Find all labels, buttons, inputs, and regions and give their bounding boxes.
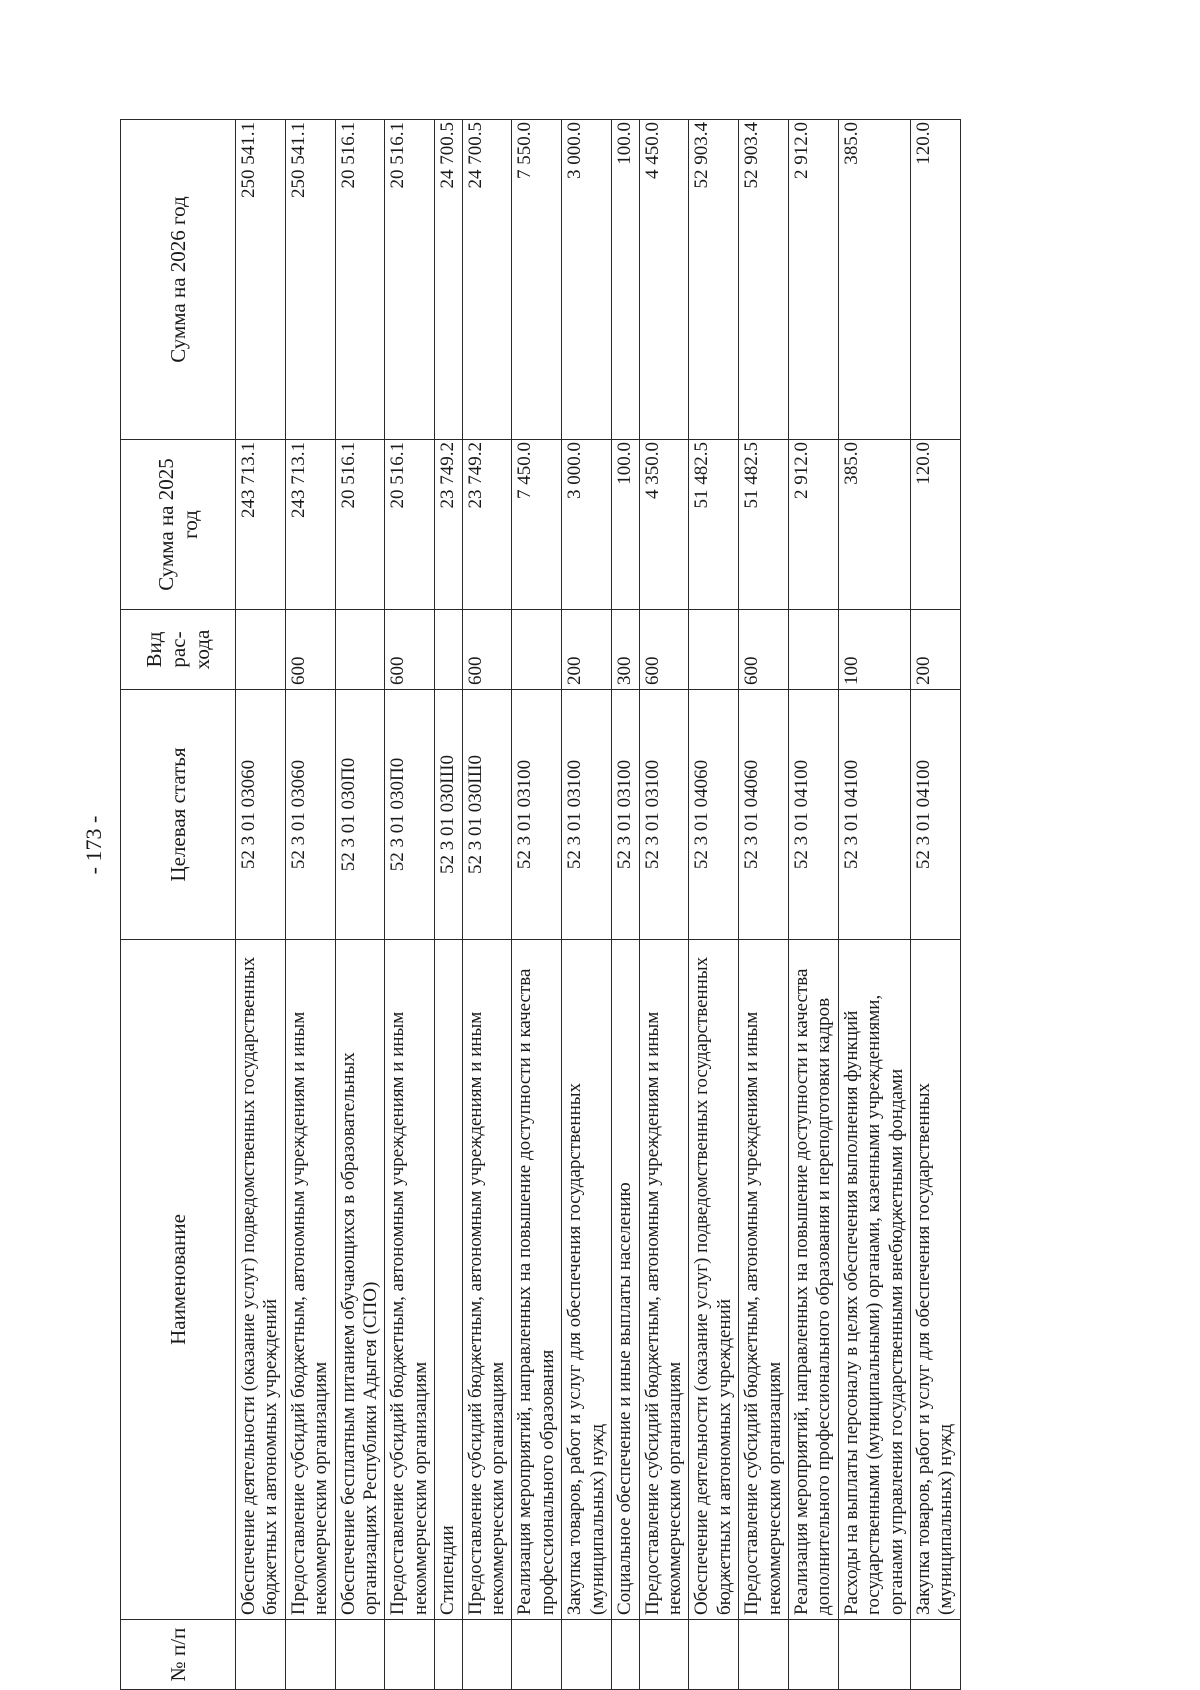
- table-row: [335, 120, 385, 1690]
- row-target-article: 52 3 01 030Ш0: [462, 690, 512, 940]
- table-row: [285, 120, 335, 1690]
- row-target-article: 52 3 01 03100: [562, 690, 612, 940]
- row-sum-2025: 243 713.1: [236, 440, 286, 610]
- header-name: Наименование: [121, 940, 236, 1620]
- row-name: Обеспечение бесплатным питанием обучающихся в образовательных организациях Республики Адыгея (СПО): [335, 940, 385, 1620]
- row-sum-2025: 100.0: [612, 440, 639, 610]
- row-target-article: 52 3 01 03100: [639, 690, 689, 940]
- table-row: [562, 120, 612, 1690]
- row-target-article: 52 3 01 030П0: [385, 690, 435, 940]
- row-sum-2026: 100.0: [612, 120, 639, 440]
- row-target-article: 52 3 01 03060: [236, 690, 286, 940]
- row-name: Предоставление субсидий бюджетным, автономным учреждениям и иным некоммерческим организациям: [462, 940, 512, 1620]
- row-sum-2026: 24 700.5: [435, 120, 462, 440]
- row-target-article: 52 3 01 03060: [285, 690, 335, 940]
- row-num: [689, 1620, 739, 1690]
- row-sum-2025: 23 749.2: [462, 440, 512, 610]
- row-sum-2026: 24 700.5: [462, 120, 512, 440]
- table-row: [739, 120, 789, 1690]
- row-target-article: 52 3 01 030П0: [335, 690, 385, 940]
- row-sum-2026: 2 912.0: [788, 120, 838, 440]
- row-sum-2026: 4 450.0: [639, 120, 689, 440]
- row-sum-2025: 120.0: [910, 440, 960, 610]
- table-row: [385, 120, 435, 1690]
- row-sum-2025: 2 912.0: [788, 440, 838, 610]
- row-num: [910, 1620, 960, 1690]
- row-sum-2026: 20 516.1: [335, 120, 385, 440]
- row-target-article: 52 3 01 03100: [612, 690, 639, 940]
- row-sum-2026: 52 903.4: [689, 120, 739, 440]
- row-expense-type: [689, 610, 739, 690]
- row-name: Реализация мероприятий, направленных на повышение доступности и качества профессионального образования: [512, 940, 562, 1620]
- row-sum-2025: 20 516.1: [385, 440, 435, 610]
- row-sum-2025: 4 350.0: [639, 440, 689, 610]
- row-name: Предоставление субсидий бюджетным, автономным учреждениям и иным некоммерческим организациям: [285, 940, 335, 1620]
- header-sum-2026: Сумма на 2026 год: [121, 120, 236, 440]
- row-name: Социальное обеспечение и иные выплаты населению: [612, 940, 639, 1620]
- row-num: [236, 1620, 286, 1690]
- row-sum-2026: 250 541.1: [236, 120, 286, 440]
- row-sum-2025: 243 713.1: [285, 440, 335, 610]
- row-num: [385, 1620, 435, 1690]
- row-sum-2026: 3 000.0: [562, 120, 612, 440]
- row-num: [562, 1620, 612, 1690]
- row-num: [335, 1620, 385, 1690]
- row-num: [788, 1620, 838, 1690]
- row-num: [462, 1620, 512, 1690]
- row-num: [838, 1620, 910, 1690]
- table-row: [462, 120, 512, 1690]
- header-sum-2025: Сумма на 2025 год: [121, 440, 236, 610]
- row-sum-2026: 120.0: [910, 120, 960, 440]
- row-expense-type: 600: [385, 610, 435, 690]
- header-vid: Вид рас-хода: [121, 610, 236, 690]
- header-code: Целевая статья: [121, 690, 236, 940]
- row-sum-2025: 7 450.0: [512, 440, 562, 610]
- table-row: [612, 120, 639, 1690]
- row-target-article: 52 3 01 04100: [838, 690, 910, 940]
- row-target-article: 52 3 01 04060: [689, 690, 739, 940]
- row-num: [512, 1620, 562, 1690]
- row-num: [739, 1620, 789, 1690]
- row-name: Предоставление субсидий бюджетным, автономным учреждениям и иным некоммерческим организациям: [739, 940, 789, 1620]
- row-expense-type: [236, 610, 286, 690]
- row-expense-type: 200: [562, 610, 612, 690]
- row-target-article: 52 3 01 04060: [739, 690, 789, 940]
- header-num: № п/п: [121, 1620, 236, 1690]
- row-name: Расходы на выплаты персоналу в целях обеспечения выполнения функций государственными (муниципальными) органами, казенными учреждениями, органами управления государственными внебюджетными фондами: [838, 940, 910, 1620]
- row-expense-type: [335, 610, 385, 690]
- row-expense-type: 600: [739, 610, 789, 690]
- row-sum-2026: 20 516.1: [385, 120, 435, 440]
- row-expense-type: 200: [910, 610, 960, 690]
- table-row: [236, 120, 286, 1690]
- row-target-article: 52 3 01 03100: [512, 690, 562, 940]
- row-expense-type: 100: [838, 610, 910, 690]
- row-sum-2026: 52 903.4: [739, 120, 789, 440]
- table-body: [236, 120, 961, 1690]
- row-expense-type: 600: [462, 610, 512, 690]
- row-sum-2026: 250 541.1: [285, 120, 335, 440]
- table-row: [639, 120, 689, 1690]
- row-name: Обеспечение деятельности (оказание услуг) подведомственных государственных бюджетных и автономных учреждений: [689, 940, 739, 1620]
- row-expense-type: 600: [285, 610, 335, 690]
- row-expense-type: [788, 610, 838, 690]
- row-sum-2025: 385.0: [838, 440, 910, 610]
- row-sum-2025: 51 482.5: [739, 440, 789, 610]
- table-row: [910, 120, 960, 1690]
- row-sum-2025: 51 482.5: [689, 440, 739, 610]
- row-name: Закупка товаров, работ и услуг для обеспечения государственных (муниципальных) нужд: [910, 940, 960, 1620]
- row-num: [435, 1620, 462, 1690]
- row-name: Стипендии: [435, 940, 462, 1620]
- row-name: Закупка товаров, работ и услуг для обеспечения государственных (муниципальных) нужд: [562, 940, 612, 1620]
- table-row: [435, 120, 462, 1690]
- table-row: [838, 120, 910, 1690]
- budget-table: [120, 119, 961, 1690]
- row-sum-2025: 20 516.1: [335, 440, 385, 610]
- table-row: [512, 120, 562, 1690]
- budget-table-container: [120, 120, 985, 1690]
- row-expense-type: [512, 610, 562, 690]
- row-expense-type: 600: [639, 610, 689, 690]
- row-num: [639, 1620, 689, 1690]
- table-row: [689, 120, 739, 1690]
- row-sum-2026: 7 550.0: [512, 120, 562, 440]
- row-name: Обеспечение деятельности (оказание услуг) подведомственных государственных бюджетных и автономных учреждений: [236, 940, 286, 1620]
- row-expense-type: 300: [612, 610, 639, 690]
- row-sum-2026: 385.0: [838, 120, 910, 440]
- rotated-table: [120, 120, 985, 1690]
- row-expense-type: [435, 610, 462, 690]
- row-name: Предоставление субсидий бюджетным, автономным учреждениям и иным некоммерческим организациям: [385, 940, 435, 1620]
- page-number: - 173 -: [81, 815, 106, 875]
- row-name: Предоставление субсидий бюджетным, автономным учреждениям и иным некоммерческим организациям: [639, 940, 689, 1620]
- row-num: [285, 1620, 335, 1690]
- row-num: [612, 1620, 639, 1690]
- row-target-article: 52 3 01 04100: [910, 690, 960, 940]
- table-row: [788, 120, 838, 1690]
- row-name: Реализация мероприятий, направленных на повышение доступности и качества дополнительного профессионального образования и переподготовки кадров: [788, 940, 838, 1620]
- row-target-article: 52 3 01 030Ш0: [435, 690, 462, 940]
- row-sum-2025: 23 749.2: [435, 440, 462, 610]
- row-sum-2025: 3 000.0: [562, 440, 612, 610]
- row-target-article: 52 3 01 04100: [788, 690, 838, 940]
- table-header-row: [121, 120, 236, 1690]
